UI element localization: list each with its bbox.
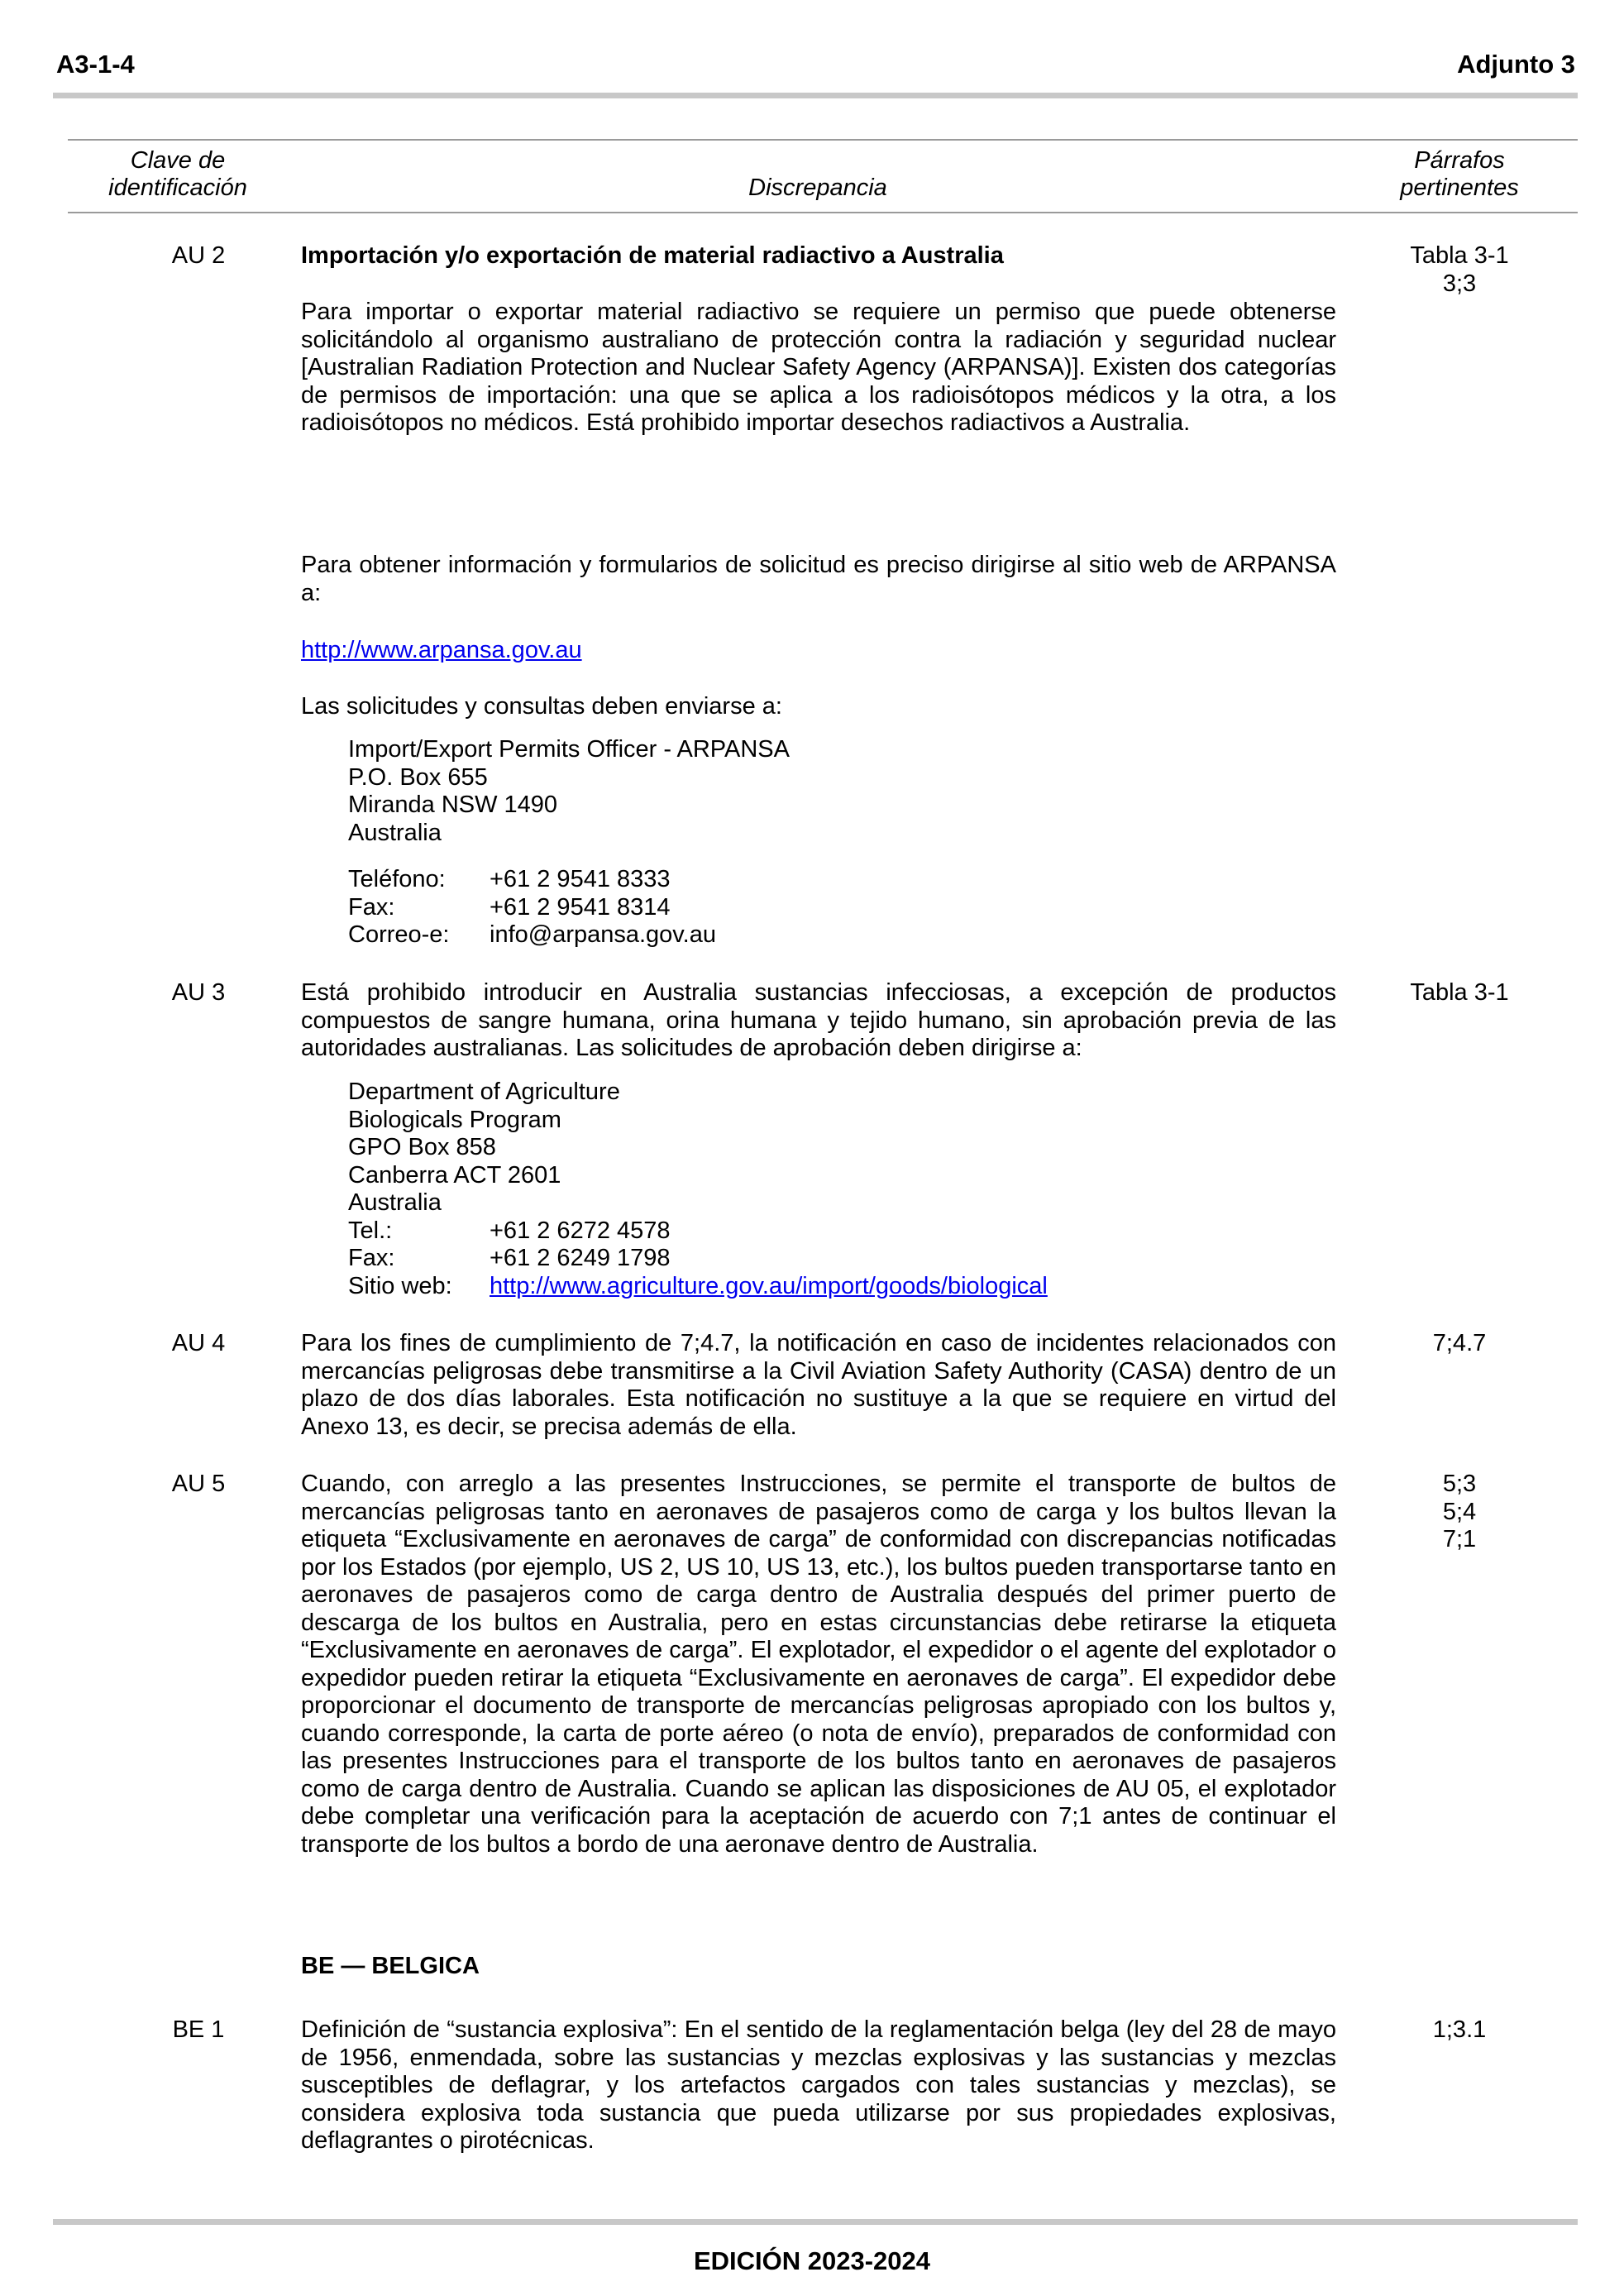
section-heading-belgica: BE — BELGICA — [301, 1953, 480, 1979]
row-refs-au3: Tabla 3-1 — [1410, 979, 1509, 1006]
row-key-au4: AU 4 — [171, 1330, 226, 1356]
paragraph-be1-1: Definición de “sustancia explosiva”: En el sentido de la reglamentación belga (ley del 28 de mayo de 1956, enmendada, sobre las sustancias y mezclas explosivas y las sustancias y mezclas susceptibles de deflagrar, y los artefactos cargados con tales sustancias y mezclas), se considera explosiva toda sustancia que pueda utilizarse por sus propiedades explosivas, deflagrantes o pirotécnicas. — [301, 2016, 1336, 2154]
contact-phone: Teléfono: +61 2 9541 8333 — [348, 866, 671, 892]
paragraph-au2-3: Las solicitudes y consultas deben enviarse a: — [301, 693, 782, 720]
column-header-discrepancy: Discrepancia — [748, 175, 887, 201]
link-arpansa-text[interactable]: http://www.arpansa.gov.au — [301, 637, 582, 663]
edition-footer: EDICIÓN 2023-2024 — [693, 2246, 931, 2275]
row-key-au2: AU 2 — [171, 242, 226, 269]
header-rule — [53, 93, 1578, 98]
paragraph-au2-2: Para obtener información y formularios de solicitud es preciso dirigirse al sitio web de ARPANSA a: — [301, 552, 1336, 606]
paragraph-au5-1: Cuando, con arreglo a las presentes Instrucciones, se permite el transporte de bultos de mercancías peligrosas tanto en aeronaves de pasajeros como de carga y los bultos llevan la etiqueta “Exclusivamente en aeronaves de carga” de conformidad con discrepancias notificadas por los Estados (por ejemplo, US 2, US 10, US 13, etc.), los bultos pueden transportarse tanto en aeronaves de pasajeros como de carga dentro de Australia después del primer puerto de descarga de los bultos en Australia, pero en estas circunstancias debe retirarse la etiqueta “Exclusivamente en aeronaves de carga”. El explotador, el expedidor o el agente del explotador o expedidor pueden retirar la etiqueta “Exclusivamente en aeronaves de carga”. El expedidor debe proporcionar el documento de transporte de mercancías peligrosas apropiado con los bultos y, cuando corresponde, la carta de porte aéreo (o nota de envío), preparados de conformidad con las presentes Instrucciones para el transporte de los bultos tanto en aeronaves de pasajeros como de carga dentro de Australia. Cuando se aplican las disposiciones de AU 05, el explotador debe completar una verificación para la aceptación de acuerdo con 7;1 antes de continuar el transporte de los bultos a bordo de una aeronave dentro de Australia. — [301, 1471, 1336, 1858]
contact-fax: Fax: +61 2 6249 1798 — [348, 1245, 671, 1271]
paragraph-au2-1: Para importar o exportar material radiactivo se requiere un permiso que puede obtenerse solicitándolo al organismo australiano de protección contra la radiación y seguridad nuclear [Australian Radiation Protection and Nuclear Safety Agency (ARPANSA)]. Existen dos categorías de permisos de importación: una que se aplica a los radioisótopos médicos y la otra, a los radioisótopos no médicos. Está prohibido importar desechos radiactivos a Australia. — [301, 299, 1336, 436]
table-top-rule — [68, 139, 1578, 141]
footer-rule — [53, 2219, 1578, 2225]
table-header-rule — [68, 212, 1578, 213]
address-agriculture: Department of Agriculture Biologicals Program GPO Box 858 Canberra ACT 2601 Australia Tel.: +61 2 6272 4578 Fax: +61 2 6249 1798 Sitio web: http://www.agriculture.gov.au/import/goods/biological — [348, 1079, 1340, 1300]
page-number: A3-1-4 — [56, 50, 135, 79]
row-key-au3: AU 3 — [171, 979, 226, 1006]
row-key-au5: AU 5 — [171, 1471, 226, 1497]
row-key-be1: BE 1 — [172, 2016, 225, 2043]
row-refs-au2: Tabla 3-1 3;3 — [1410, 242, 1509, 297]
link-agriculture[interactable]: http://www.agriculture.gov.au/import/goods/biological — [490, 1272, 1048, 1299]
column-header-key: Clave de identificación — [108, 147, 247, 201]
contact-website: Sitio web: http://www.agriculture.gov.au/import/goods/biological — [348, 1272, 1048, 1299]
column-header-paragraphs: Párrafos pertinentes — [1400, 147, 1519, 201]
contact-email: Correo-e: info@arpansa.gov.au — [348, 921, 716, 948]
paragraph-au4-1: Para los fines de cumplimiento de 7;4.7, la notificación en caso de incidentes relacionados con mercancías peligrosas debe transmitirse a la Civil Aviation Safety Authority (CASA) dentro de un plazo de dos días laborales. Esta notificación no sustituye a la que se requiere en virtud del Anexo 13, es decir, se precisa además de ella. — [301, 1330, 1336, 1440]
row-refs-au5: 5;3 5;4 7;1 — [1442, 1471, 1477, 1552]
row-title-au2: Importación y/o exportación de material radiactivo a Australia — [301, 242, 1004, 269]
link-arpansa[interactable] — [301, 637, 1336, 665]
paragraph-au3-1: Está prohibido introducir en Australia sustancias infecciosas, a excepción de productos compuestos de sangre humana, orina humana y tejido humano, sin aprobación previa de las autoridades australianas. Las solicitudes de aprobación deben dirigirse a: — [301, 979, 1336, 1061]
address-arpansa: Import/Export Permits Officer - ARPANSA P.O. Box 655 Miranda NSW 1490 Australia — [348, 736, 790, 846]
attachment-label: Adjunto 3 — [1457, 50, 1575, 79]
contact-tel: Tel.: +61 2 6272 4578 — [348, 1217, 671, 1244]
row-refs-au4: 7;4.7 — [1432, 1330, 1487, 1356]
contact-fax: Fax: +61 2 9541 8314 — [348, 893, 671, 921]
row-refs-be1: 1;3.1 — [1432, 2016, 1487, 2043]
contact-arpansa — [348, 866, 1340, 949]
